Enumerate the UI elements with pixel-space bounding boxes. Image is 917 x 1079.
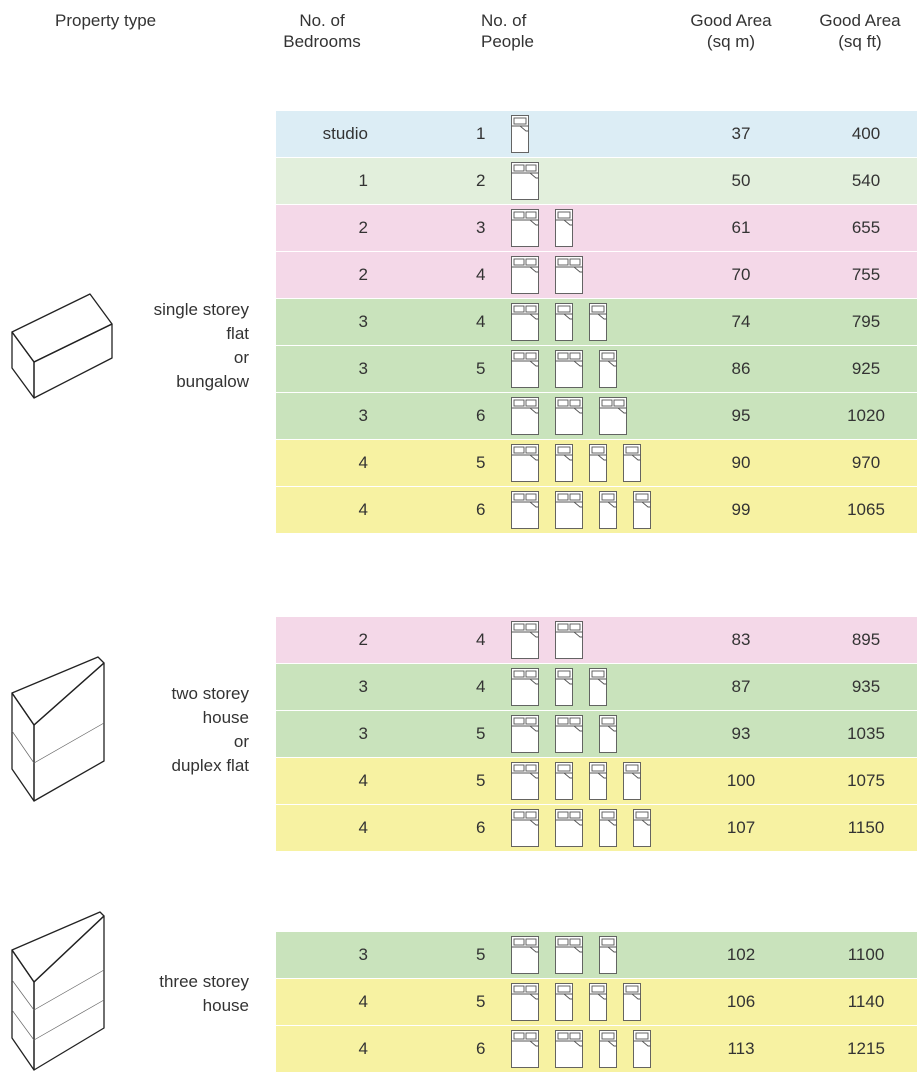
- group-label-line: house: [202, 996, 249, 1015]
- people-cell: 6: [476, 500, 486, 519]
- area-sqm-cell: 107: [726, 818, 756, 837]
- bedrooms-cell: 3: [358, 312, 368, 331]
- double-bed-icon: [599, 397, 627, 435]
- bedrooms-cell: 4: [358, 771, 368, 790]
- area-sqft-cell: 655: [851, 218, 881, 237]
- double-bed-icon: [511, 444, 539, 482]
- header-people-line1: No. of: [481, 11, 527, 30]
- header-bedrooms-line2: Bedrooms: [283, 32, 361, 51]
- bedrooms-cell: 4: [358, 992, 368, 1011]
- group-label-line: or: [233, 348, 249, 367]
- double-bed-icon: [511, 936, 539, 974]
- area-sqm-cell: 83: [731, 630, 751, 649]
- single-bed-icon: [623, 762, 641, 800]
- single-bed-icon: [589, 303, 607, 341]
- table-row: [276, 758, 917, 804]
- table-row: [276, 805, 917, 851]
- single-bed-icon: [589, 444, 607, 482]
- double-bed-icon: [555, 1030, 583, 1068]
- people-cell: 3: [476, 218, 486, 237]
- area-sqft-cell: 1150: [847, 818, 885, 837]
- table-row: [276, 440, 917, 486]
- header-bedrooms-line1: No. of: [299, 11, 345, 30]
- table-row: [276, 346, 917, 392]
- people-cell: 6: [476, 406, 486, 425]
- area-sqft-cell: 1100: [847, 945, 885, 964]
- table-row: [276, 487, 917, 533]
- header-property-type: [55, 10, 156, 31]
- single-bed-icon: [511, 115, 529, 153]
- table-row: [276, 158, 917, 204]
- single-bed-icon: [555, 762, 573, 800]
- single-bed-icon: [555, 444, 573, 482]
- table-row: [276, 205, 917, 251]
- people-cell: 5: [476, 771, 486, 790]
- double-bed-icon: [511, 1030, 539, 1068]
- area-sqm-cell: 87: [731, 677, 751, 696]
- bedrooms-cell: 2: [358, 630, 368, 649]
- double-bed-icon: [555, 715, 583, 753]
- people-cell: 4: [476, 677, 486, 696]
- area-sqm-cell: 86: [731, 359, 751, 378]
- people-cell: 5: [476, 453, 486, 472]
- group-label-line: bungalow: [176, 372, 249, 391]
- single-bed-icon: [633, 809, 651, 847]
- bedrooms-cell: 2: [358, 218, 368, 237]
- header-people: [481, 10, 534, 52]
- area-sqft-cell: 755: [851, 265, 881, 284]
- double-bed-icon: [511, 983, 539, 1021]
- group-label-single-storey: [100, 298, 249, 394]
- area-sqft-cell: 400: [851, 124, 881, 143]
- people-cell: 4: [476, 265, 486, 284]
- bedrooms-cell: 3: [358, 359, 368, 378]
- bedrooms-cell: 4: [358, 453, 368, 472]
- area-sqm-cell: 99: [731, 500, 751, 519]
- header-area-sqm: [671, 10, 791, 52]
- single-bed-icon: [555, 303, 573, 341]
- double-bed-icon: [511, 303, 539, 341]
- people-cell: 6: [476, 818, 486, 837]
- header-property-type-label: Property type: [55, 11, 157, 30]
- area-sqft-cell: 1065: [847, 500, 885, 519]
- single-bed-icon: [633, 1030, 651, 1068]
- double-bed-icon: [511, 762, 539, 800]
- double-bed-icon: [555, 936, 583, 974]
- header-area-sqft-line2: (sq ft): [838, 32, 882, 51]
- area-sqft-cell: 1020: [847, 406, 885, 425]
- table-row: [276, 1026, 917, 1072]
- double-bed-icon: [511, 809, 539, 847]
- bedrooms-cell: studio: [322, 124, 368, 143]
- bedrooms-cell: 3: [358, 724, 368, 743]
- single-bed-icon: [589, 983, 607, 1021]
- table-row: [276, 617, 917, 663]
- group-label-line: three storey: [159, 972, 249, 991]
- people-cell: 5: [476, 359, 486, 378]
- group-label-three-storey: [100, 970, 249, 1018]
- double-bed-icon: [511, 491, 539, 529]
- double-bed-icon: [511, 256, 539, 294]
- single-bed-icon: [623, 444, 641, 482]
- area-sqm-cell: 74: [731, 312, 751, 331]
- table-row: [276, 299, 917, 345]
- double-bed-icon: [511, 162, 539, 200]
- header-area-sqm-line1: Good Area: [690, 11, 772, 30]
- area-sqft-cell: 1035: [847, 724, 885, 743]
- single-bed-icon: [589, 668, 607, 706]
- area-sqft-cell: 1215: [847, 1039, 885, 1058]
- single-bed-icon: [599, 1030, 617, 1068]
- double-bed-icon: [511, 668, 539, 706]
- area-sqm-cell: 95: [731, 406, 751, 425]
- people-cell: 4: [476, 630, 486, 649]
- table-row: [276, 393, 917, 439]
- double-bed-icon: [511, 715, 539, 753]
- double-bed-icon: [555, 491, 583, 529]
- double-bed-icon: [555, 397, 583, 435]
- people-cell: 6: [476, 1039, 486, 1058]
- bedrooms-cell: 3: [358, 677, 368, 696]
- bedrooms-cell: 4: [358, 1039, 368, 1058]
- table-row: [276, 711, 917, 757]
- header-bedrooms: [276, 10, 368, 52]
- double-bed-icon: [555, 350, 583, 388]
- area-sqm-cell: 113: [727, 1039, 755, 1058]
- group-label-line: duplex flat: [171, 756, 249, 775]
- area-sqft-cell: 895: [851, 630, 881, 649]
- area-sqft-cell: 935: [851, 677, 881, 696]
- single-bed-icon: [599, 936, 617, 974]
- single-bed-icon: [555, 668, 573, 706]
- header-area-sqft-line1: Good Area: [819, 11, 901, 30]
- group-label-line: single storey: [153, 300, 249, 319]
- single-bed-icon: [555, 983, 573, 1021]
- header-area-sqft: [810, 10, 910, 52]
- bedrooms-cell: 3: [358, 945, 368, 964]
- area-sqft-cell: 795: [851, 312, 881, 331]
- area-sqft-cell: 925: [851, 359, 881, 378]
- area-sqm-cell: 100: [726, 771, 756, 790]
- double-bed-icon: [511, 209, 539, 247]
- group-label-line: house: [202, 708, 249, 727]
- double-bed-icon: [511, 621, 539, 659]
- bedrooms-cell: 4: [358, 500, 368, 519]
- double-bed-icon: [511, 397, 539, 435]
- area-sqm-cell: 70: [731, 265, 751, 284]
- people-cell: 1: [476, 124, 486, 143]
- header-area-sqm-line2: (sq m): [706, 32, 756, 51]
- header-people-line2: People: [481, 32, 534, 51]
- area-sqm-cell: 61: [731, 218, 751, 237]
- table-row: [276, 111, 917, 157]
- bedrooms-cell: 2: [358, 265, 368, 284]
- area-sqm-cell: 37: [731, 124, 751, 143]
- people-cell: 2: [476, 171, 486, 190]
- area-sqft-cell: 540: [851, 171, 881, 190]
- single-bed-icon: [599, 715, 617, 753]
- area-sqft-cell: 1140: [847, 992, 885, 1011]
- single-bed-icon: [555, 209, 573, 247]
- single-bed-icon: [599, 491, 617, 529]
- bedrooms-cell: 1: [358, 171, 368, 190]
- area-sqm-cell: 93: [731, 724, 751, 743]
- bedrooms-cell: 3: [358, 406, 368, 425]
- people-cell: 5: [476, 992, 486, 1011]
- group-label-line: two storey: [171, 684, 249, 703]
- people-cell: 5: [476, 724, 486, 743]
- table-row: [276, 252, 917, 298]
- double-bed-icon: [555, 621, 583, 659]
- bedrooms-cell: 4: [358, 818, 368, 837]
- double-bed-icon: [511, 350, 539, 388]
- group-label-two-storey: [100, 682, 249, 778]
- group-label-line: flat: [226, 324, 249, 343]
- single-bed-icon: [623, 983, 641, 1021]
- area-sqm-cell: 106: [726, 992, 756, 1011]
- single-bed-icon: [599, 350, 617, 388]
- area-sqft-cell: 970: [851, 453, 881, 472]
- people-cell: 5: [476, 945, 486, 964]
- single-bed-icon: [599, 809, 617, 847]
- single-bed-icon: [589, 762, 607, 800]
- table-row: [276, 932, 917, 978]
- area-sqm-cell: 50: [731, 171, 751, 190]
- people-cell: 4: [476, 312, 486, 331]
- area-sqm-cell: 102: [726, 945, 756, 964]
- area-sqm-cell: 90: [731, 453, 751, 472]
- area-sqft-cell: 1075: [847, 771, 885, 790]
- table-row: [276, 664, 917, 710]
- double-bed-icon: [555, 256, 583, 294]
- table-row: [276, 979, 917, 1025]
- double-bed-icon: [555, 809, 583, 847]
- single-bed-icon: [633, 491, 651, 529]
- group-label-line: or: [233, 732, 249, 751]
